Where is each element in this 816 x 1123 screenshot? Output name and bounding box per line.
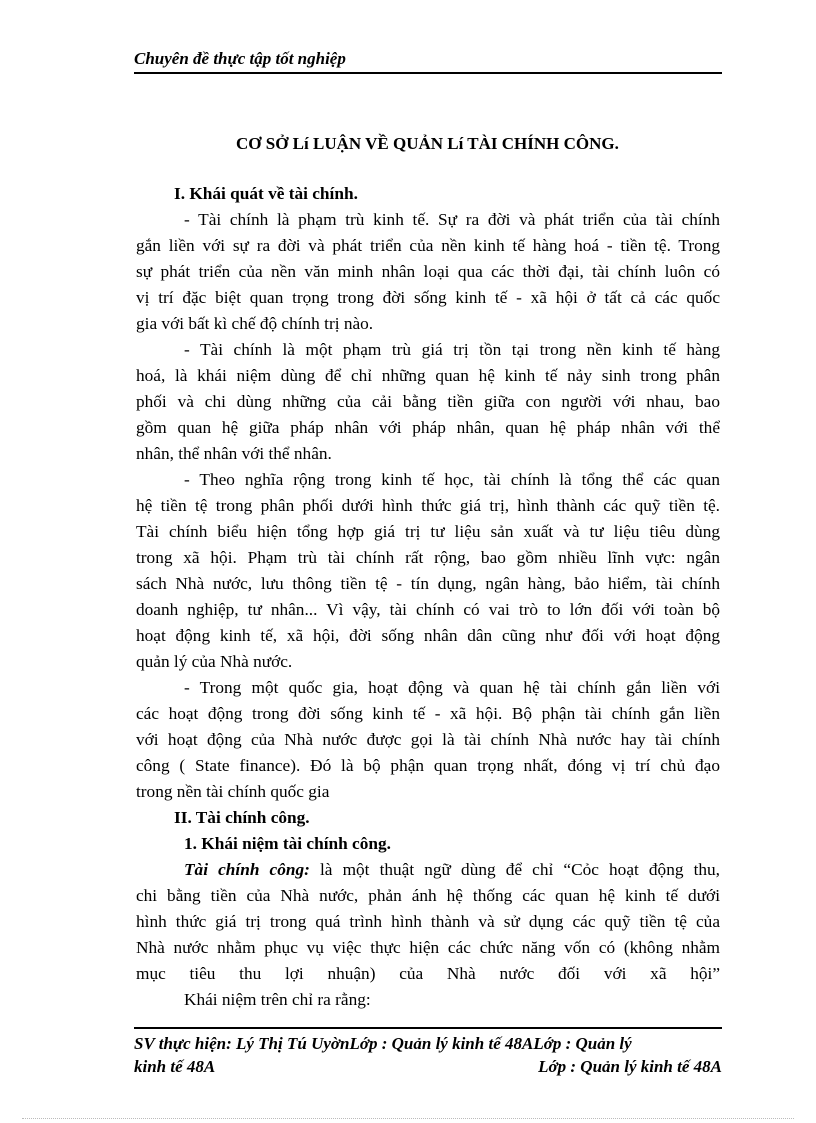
definition-first-line xyxy=(184,860,720,880)
paragraph-line: quản lý của Nhà nước. xyxy=(136,652,293,671)
paragraph-line: hoạt động kinh tế, xã hội, đời sống nhân dân cũng như đối với hoạt động xyxy=(136,626,720,645)
paragraph-line: hệ tiền tệ trong phân phối dưới hình thức giá trị, hình thành các quỹ tiền tệ. xyxy=(136,496,720,515)
header-text: Chuyên đề thực tập tốt nghiệp xyxy=(134,49,346,68)
paragraph-line: nhân, thể nhân với thể nhân. xyxy=(136,444,332,463)
paragraph-line: - Theo nghĩa rộng trong kinh tế học, tài chính là tổng thể các quan xyxy=(184,470,720,489)
paragraph-line: - Tài chính là phạm trù kinh tế. Sự ra đời và phát triển của tài chính xyxy=(184,210,720,229)
page-footer xyxy=(134,1027,722,1076)
page-header xyxy=(134,48,722,74)
paragraph-line: trong xã hội. Phạm trù tài chính rất rộng, bao gồm nhiều lĩnh vực: ngân xyxy=(136,548,720,567)
paragraph-line: các hoạt động trong đời sống kinh tế - xã hội. Bộ phận tài chính gắn liền xyxy=(136,704,720,723)
paragraph-line: công ( State finance). Đó là bộ phận quan trọng nhất, đóng vị trí chủ đạo xyxy=(136,756,720,775)
paragraph-line: gia với bất kì chế độ chính trị nào. xyxy=(136,314,374,333)
footer-line-2-right: Lớp : Quản lý kinh tế 48A xyxy=(538,1057,722,1076)
paragraph-line: chi bằng tiền của Nhà nước, phản ánh hệ thống các quan hệ kinh tế dưới xyxy=(136,886,720,905)
footer-line-1: SV thực hiện: Lý Thị Tú UyờnLớp : Quản lý kinh tế 48ALớp : Quản lý xyxy=(134,1034,632,1053)
paragraph-line: sự phát triển của nền văn minh nhân loại qua các thời đại, tài chính luôn có xyxy=(136,262,720,281)
paragraph-line: hình thức giá trị trong quá trình hình thành và sử dụng các quỹ tiền tệ của xyxy=(136,912,720,931)
paragraph-line: với hoạt động của Nhà nước được gọi là tài chính Nhà nước hay tài chính xyxy=(136,730,720,749)
page-bottom-divider xyxy=(22,1118,794,1119)
definition-term: Tài chính công: xyxy=(184,860,310,879)
paragraph-line: trong nền tài chính quốc gia xyxy=(136,782,330,801)
definition-first-rest: là một thuật ngữ dùng để chỉ “Cỏc hoạt động thu, xyxy=(309,860,720,879)
paragraph-line: gắn liền với sự ra đời và phát triển của nền kinh tế hàng hoá - tiền tệ. Trong xyxy=(136,236,720,255)
paragraph-line: phối và chi dùng những của cải bằng tiền giữa con người với nhau, bao xyxy=(136,392,720,411)
document-title: CƠ SỞ Lí LUẬN VỀ QUẢN Lí TÀI CHÍNH CÔNG. xyxy=(236,134,619,153)
paragraph-line: Tài chính biểu hiện tổng hợp giá trị tư liệu sản xuất và tư liệu tiêu dùng xyxy=(136,522,720,541)
paragraph-line: hoá, là khái niệm dùng để chỉ những quan hệ kinh tế nảy sinh trong phân xyxy=(136,366,720,385)
section-heading-2: II. Tài chính công. xyxy=(174,808,310,827)
paragraph-line: doanh nghiệp, tư nhân... Vì vậy, tài chính có vai trò to lớn đối với toàn bộ xyxy=(136,600,720,619)
section-heading-1: I. Khái quát về tài chính. xyxy=(174,184,358,203)
closing-line: Khái niệm trên chỉ ra rằng: xyxy=(184,990,371,1009)
footer-line-2-left: kinh tế 48A xyxy=(134,1057,216,1076)
paragraph-line: - Tài chính là một phạm trù giá trị tồn tại trong nền kinh tế hàng xyxy=(184,340,720,359)
paragraph-line: mục tiêu thu lợi nhuận) của Nhà nước đối với xã hội” xyxy=(136,964,720,983)
paragraph-line: vị trí đặc biệt quan trọng trong đời sống kinh tế - xã hội ở tất cả các quốc xyxy=(136,288,720,307)
paragraph-line: sách Nhà nước, lưu thông tiền tệ - tín dụng, ngân hàng, bảo hiểm, tài chính xyxy=(136,574,720,593)
paragraph-line: - Trong một quốc gia, hoạt động và quan hệ tài chính gắn liền với xyxy=(184,678,720,697)
paragraph-line: Nhà nước nhằm phục vụ việc thực hiện các chức năng vốn có (không nhằm xyxy=(136,938,720,957)
subsection-heading-1: 1. Khái niệm tài chính công. xyxy=(184,834,391,853)
footer-line-2 xyxy=(134,1057,722,1077)
paragraph-line: gồm quan hệ giữa pháp nhân với pháp nhân, quan hệ pháp nhân với thể xyxy=(136,418,720,437)
